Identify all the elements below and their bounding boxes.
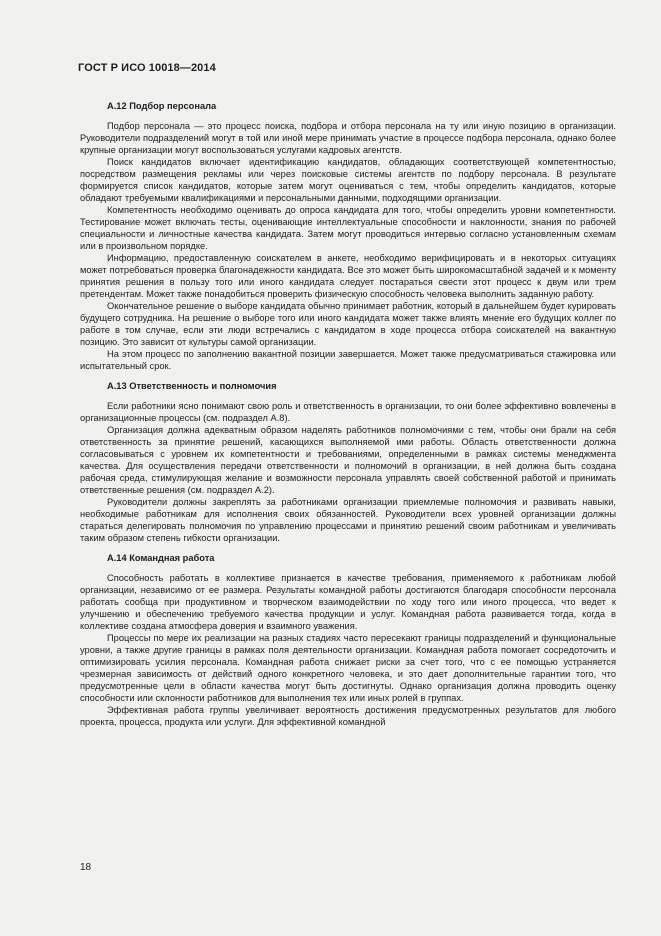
paragraph: Способность работать в коллективе признается в качестве требования, применяемого к работникам любой организации, независимо от ее размера. Результаты командной работы достигаются благодаря способности персонала работать сообща при продуктивном и творческом взаимодействии по ходу того или иного процесса, что ведет к улучшению и обеспечению требуемого качества продукции и услуг. Командная работа развивается тогда, когда в коллективе создана атмосфера доверия и взаимного уважения. [80,573,616,631]
section-heading: А.12 Подбор персонала [107,101,217,111]
section-spacer [80,372,616,380]
section-a13 [80,380,616,544]
paragraph: Компетентность необходимо оценивать до опроса кандидата для того, чтобы определить уровни компетентности. Тестирование может включать тесты, оценивающие интеллектуальные способности и наклонности, знания по рабочей специальности и личностные качества кандидата. Затем могут проводиться интервью согласно установленным схемам или в произвольном порядке. [80,205,616,251]
paragraph: Окончательное решение о выборе кандидата обычно принимает работник, который в дальнейшем будет курировать будущего сотрудника. На решение о выборе того или иного кандидата может также влиять мнение его будущих коллег по работе в том случае, если эти люди встречались с кандидатом в ходе процесса отбора соискателей на вакантную позицию. Это зависит от культуры самой организации. [80,301,616,347]
paragraph: Подбор персонала — это процесс поиска, подбора и отбора персонала на ту или иную позицию в организации. Руководители подразделений могут в той или иной мере принимать участие в процессе подбора персонала, однако более крупные организации могут воспользоваться услугами кадровых агентств. [80,121,616,155]
section-a12 [80,100,616,372]
paragraph: Процессы по мере их реализации на разных стадиях часто пересекают границы подразделений и функциональные уровни, а также другие границы в рамках поля деятельности организации. Командная работа помогает сосредоточить и оптимизировать усилия персонала. Командная работа снижает риски за счет того, что с ее помощью устраняется чрезмерная зависимость от действий одного конкретного человека, и это дает дополнительные гарантии того, что предусмотренные цели в области качества могут быть достигнуты. Однако организация должна проводить оценку способности или склонности работников для выполнения тех или иных ролей в группах. [80,633,616,703]
paragraph: Организация должна адекватным образом наделять работников полномочиями с тем, чтобы они брали на себя ответственность за принятие решений, касающихся выполняемой ими работы. Область ответственности должна согласовываться с уровнем их компетентности и требованиями, определенными в рамках системы менеджмента качества. Для осуществления передачи ответственности и полномочий в организации, в ней должна быть создана рабочая среда, стимулирующая желание и возможности персонала управлять своей собственной работой и принимать ответственные решения (см. подраздел А.2). [80,425,616,495]
paragraph: Поиск кандидатов включает идентификацию кандидатов, обладающих соответствующей компетентностью, посредством размещения рекламы или через поисковые системы агентств по подбору персонала. В результате формируется список кандидатов, которые затем могут оцениваться с тем, чтобы определить кандидатов, которые обладают требуемыми квалификациями и персональными данными, подходящими организации. [80,157,616,203]
section-spacer [80,544,616,552]
paragraph: Информацию, предоставленную соискателем в анкете, необходимо верифицировать и в некоторых ситуациях может потребоваться проверка благонадежности кандидата. Все это может быть широкомасштабной задачей и к моменту принятия решения в пользу того или иного кандидата следует постараться свести этот процесс к двум или трем претендентам. Может также понадобиться проверить физическую способность человека выполнить заданную работу. [80,253,616,299]
section-a14 [80,552,616,728]
section-heading: А.13 Ответственность и полномочия [107,381,277,391]
page-number: 18 [80,862,92,873]
paragraph: Если работники ясно понимают свою роль и ответственность в организации, то они более эффективно вовлечены в организационные процессы (см. подраздел А.8). [80,401,616,423]
document-body [80,100,616,728]
paragraph: Руководители должны закреплять за работниками организации приемлемые полномочия и развивать навыки, необходимые работникам для исполнения своих обязанностей. Руководители всех уровней организации должны стараться делегировать полномочия по управлению процессами и принятию решений своим работникам и увеличивать таким образом степень гибкости организации. [80,497,616,543]
paragraph: На этом процесс по заполнению вакантной позиции завершается. Может также предусматриваться стажировка или испытательный срок. [80,349,616,371]
document-id-header: ГОСТ Р ИСО 10018—2014 [78,62,216,74]
section-heading: А.14 Командная работа [107,553,215,563]
paragraph: Эффективная работа группы увеличивает вероятность достижения предусмотренных результатов для любого проекта, процесса, продукта или услуги. Для эффективной командной [80,705,616,727]
